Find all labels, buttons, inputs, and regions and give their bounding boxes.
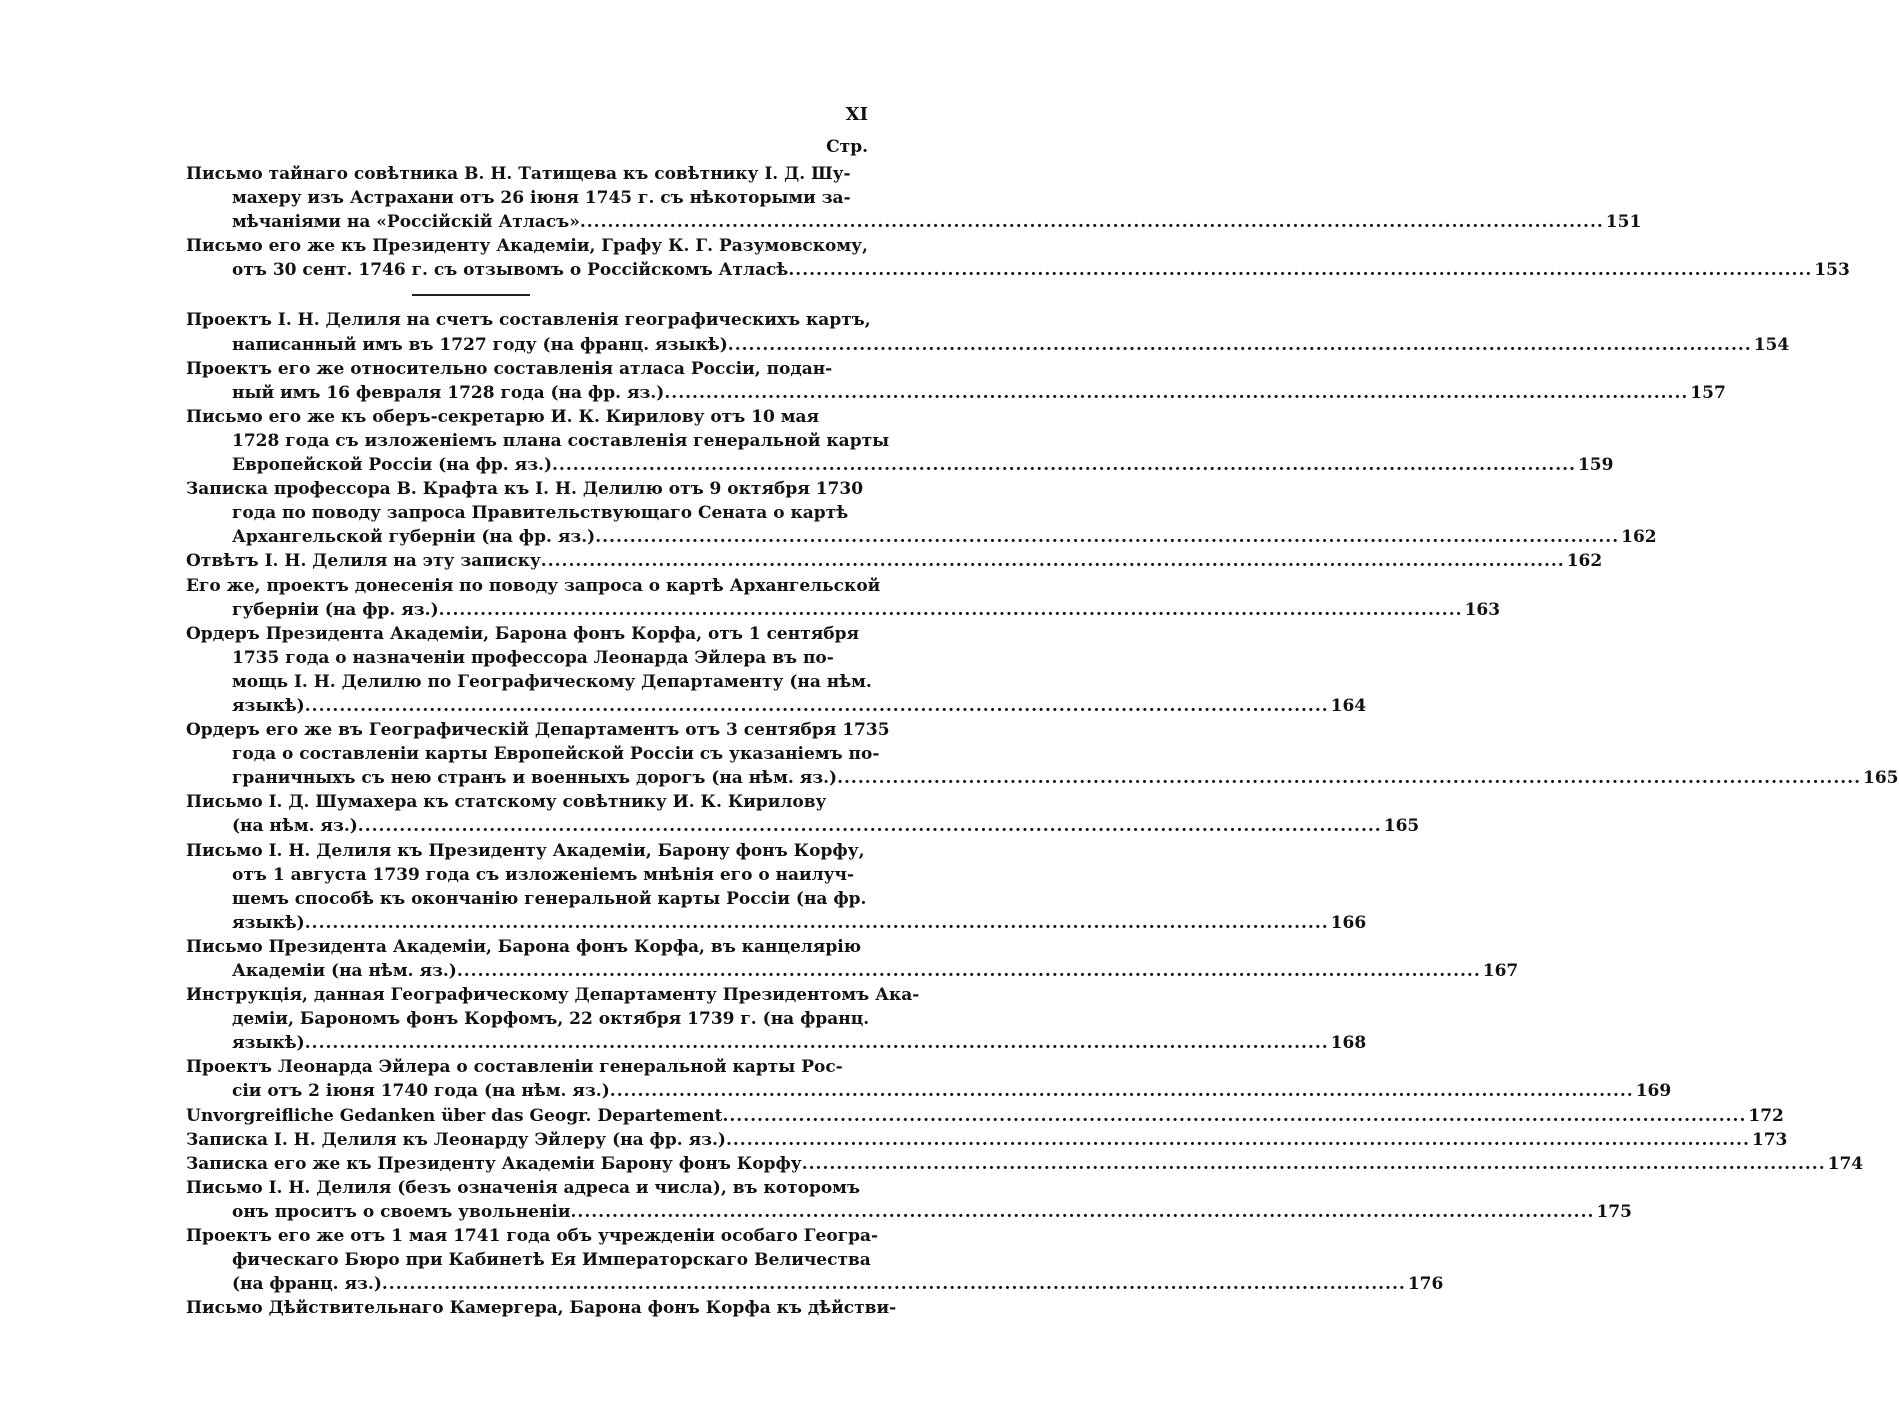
toc-entry-line: Письмо тайнаго совѣтника В. Н. Татищева къ совѣтнику І. Д. Шу- bbox=[186, 164, 851, 184]
toc-entry-line bbox=[186, 1104, 1784, 1128]
toc-entry-text: отъ 30 сент. 1746 г. съ отзывомъ о Россійскомъ Атласѣ bbox=[232, 260, 789, 281]
toc-entry-line: деміи, Барономъ фонъ Корфомъ, 22 октября 1739 г. (на франц. bbox=[232, 1009, 870, 1030]
toc-entry-line: Проектъ его же относительно составленія атласа Россіи, подан- bbox=[186, 358, 833, 379]
toc-entry-line bbox=[186, 381, 1726, 405]
toc-entry-line bbox=[186, 959, 1519, 983]
toc-entry-line: махеру изъ Астрахани отъ 26 іюня 1745 г. съ нѣкоторыми за- bbox=[232, 188, 851, 209]
toc-entry-line bbox=[186, 1152, 1864, 1176]
toc-entry-line: года по поводу запроса Правительствующаго Сената о картѣ bbox=[232, 503, 849, 524]
toc-entry-text: Записка І. Н. Делиля къ Леонарду Эйлеру (на фр. яз.) bbox=[186, 1129, 726, 1150]
toc-page-number: 169 bbox=[1635, 1081, 1672, 1102]
dot-leader bbox=[595, 525, 1619, 549]
toc-entry bbox=[186, 1055, 1672, 1103]
toc-entry-text: Европейской Россіи (на фр. яз.) bbox=[232, 455, 553, 476]
dot-leader bbox=[664, 381, 1688, 405]
toc-entry-line: года о составленіи карты Европейской Россіи съ указаніемъ по- bbox=[232, 744, 880, 765]
toc-entry bbox=[186, 1152, 1864, 1176]
toc-entry bbox=[186, 357, 1726, 405]
toc-entry-line: Проектъ І. Н. Делиля на счетъ составленія географическихъ картъ, bbox=[186, 310, 871, 331]
toc-page-number: 174 bbox=[1827, 1153, 1864, 1174]
dot-leader bbox=[305, 694, 1329, 718]
toc-entry-text: Отвѣтъ І. Н. Делиля на эту записку bbox=[186, 551, 541, 572]
toc-entry bbox=[186, 935, 1519, 983]
toc-entry-line: Письмо его же къ Президенту Академіи, Графу К. Г. Разумовскому, bbox=[186, 236, 868, 257]
toc-page-number: 175 bbox=[1596, 1201, 1632, 1222]
toc-entry-text: языкѣ) bbox=[232, 912, 305, 933]
toc-entry-line bbox=[186, 1272, 1444, 1296]
dot-leader bbox=[541, 549, 1565, 573]
dot-leader bbox=[726, 1128, 1750, 1152]
toc-page-number: 157 bbox=[1690, 382, 1726, 403]
toc-page-number: 153 bbox=[1814, 260, 1850, 281]
toc-entry-line: Его же, проектъ донесенія по поводу запроса о картѣ Архангельской bbox=[186, 575, 881, 596]
toc-page-number: 173 bbox=[1751, 1129, 1788, 1150]
toc-entry-line: отъ 1 августа 1739 года съ изложеніемъ мнѣнія его о наилуч- bbox=[232, 864, 855, 885]
toc-page-number: 168 bbox=[1330, 1033, 1367, 1054]
dot-leader bbox=[837, 766, 1861, 790]
toc-entry-text: языкѣ) bbox=[232, 1033, 305, 1054]
toc-entry-line: Письмо І. Н. Делиля къ Президенту Академіи, Барону фонъ Корфу, bbox=[186, 840, 865, 861]
dot-leader bbox=[305, 911, 1329, 935]
toc-entry-text: языкѣ) bbox=[232, 695, 305, 716]
toc-entry-line bbox=[186, 1200, 1632, 1224]
toc-entry-text: написанный имъ въ 1727 году (на франц. языкѣ) bbox=[232, 334, 728, 355]
toc-page-number: 151 bbox=[1605, 212, 1642, 233]
toc-entry bbox=[186, 477, 1657, 549]
toc-entry-text: (на нѣм. яз.) bbox=[232, 816, 358, 837]
toc-entry-line: Письмо Президента Академіи, Барона фонъ Корфа, въ канцелярію bbox=[186, 936, 862, 957]
toc-entry bbox=[186, 839, 1367, 935]
toc-entry bbox=[186, 1224, 1444, 1296]
toc-entry bbox=[186, 1104, 1784, 1128]
dot-leader bbox=[610, 1079, 1634, 1103]
toc-entry-line: Письмо І. Н. Делиля (безъ означенія адреса и числа), въ которомъ bbox=[186, 1177, 860, 1198]
toc-entry-line bbox=[186, 598, 1501, 622]
section-divider bbox=[186, 282, 868, 308]
toc-entry-line: 1735 года о назначеніи профессора Леонарда Эйлера въ по- bbox=[232, 647, 834, 668]
toc-entry-line: Письмо его же къ оберъ-секретарю И. К. Кирилову отъ 10 мая bbox=[186, 406, 820, 427]
toc-entry-line bbox=[186, 694, 1367, 718]
toc-entry-line: Проектъ Леонарда Эйлера о составленіи генеральной карты Рос- bbox=[186, 1057, 843, 1078]
toc-entry bbox=[186, 622, 1367, 718]
dot-leader bbox=[552, 453, 1576, 477]
toc-entry-line: фическаго Бюро при Кабинетѣ Ея Императорскаго Величества bbox=[232, 1250, 871, 1271]
toc-entry-text: граничныхъ съ нею странъ и военныхъ дорогъ (на нѣм. яз.) bbox=[232, 768, 838, 789]
toc-page-number: 165 bbox=[1383, 816, 1420, 837]
toc-entry bbox=[186, 574, 1501, 622]
toc-entry-line: Записка профессора В. Крафта къ І. Н. Делилю отъ 9 октября 1730 bbox=[186, 479, 864, 500]
toc-entry-line bbox=[186, 766, 1899, 790]
toc-entry-line: Проектъ его же отъ 1 мая 1741 года объ учрежденіи особаго Геогра- bbox=[186, 1226, 879, 1247]
toc-entry bbox=[186, 162, 1642, 234]
toc-entry bbox=[186, 1176, 1632, 1224]
toc-entry bbox=[186, 549, 1603, 573]
dot-leader bbox=[802, 1152, 1826, 1176]
toc-entry-text: (на франц. яз.) bbox=[232, 1274, 382, 1295]
toc-entry bbox=[186, 308, 1790, 356]
toc-entry-line bbox=[186, 549, 1603, 573]
toc-entry-text: мѣчаніями на «Россійскій Атласъ» bbox=[232, 212, 580, 233]
toc-page-number: 159 bbox=[1577, 455, 1614, 476]
toc-page-number: 166 bbox=[1330, 912, 1367, 933]
toc-page-number: 162 bbox=[1566, 551, 1603, 572]
toc-entry-text: Академіи (на нѣм. яз.) bbox=[232, 961, 457, 981]
toc-page-number: 163 bbox=[1464, 599, 1501, 620]
toc-entry-line bbox=[186, 1031, 1367, 1055]
toc-entry bbox=[186, 1296, 897, 1320]
toc-entry-line: Письмо І. Д. Шумахера къ статскому совѣтнику И. К. Кирилову bbox=[186, 792, 827, 813]
dot-leader bbox=[580, 210, 1604, 234]
toc-entry-line: Инструкція, данная Географическому Департаменту Президентомъ Ака- bbox=[186, 985, 920, 1006]
toc-entry bbox=[186, 790, 1420, 838]
toc-entry-text: сіи отъ 2 іюня 1740 года (на нѣм. яз.) bbox=[232, 1081, 610, 1102]
dot-leader bbox=[457, 959, 1481, 983]
toc-entry-text: онъ проситъ о своемъ увольненіи bbox=[232, 1201, 571, 1222]
dot-leader bbox=[788, 258, 1812, 282]
dot-leader bbox=[305, 1031, 1329, 1055]
toc-entry-line bbox=[186, 258, 1850, 282]
toc-page-number: 162 bbox=[1621, 527, 1657, 548]
toc-entry-line bbox=[186, 814, 1420, 838]
toc-entry-text: Архангельской губерніи (на фр. яз.) bbox=[232, 527, 596, 548]
page-number: XI bbox=[845, 104, 868, 125]
table-of-contents bbox=[186, 162, 1899, 1320]
toc-entry-line: Ордеръ Президента Академіи, Барона фонъ Корфа, отъ 1 сентября bbox=[186, 623, 860, 644]
toc-page-number: 176 bbox=[1407, 1274, 1444, 1295]
toc-entry-line bbox=[186, 333, 1790, 357]
toc-entry-line bbox=[186, 911, 1367, 935]
toc-entry-text: губерніи (на фр. яз.) bbox=[232, 599, 439, 620]
toc-entry-line: 1728 года съ изложеніемъ плана составленія генеральной карты bbox=[232, 430, 890, 451]
dot-leader bbox=[728, 333, 1752, 357]
toc-entry-line bbox=[186, 525, 1657, 549]
toc-page-number: 164 bbox=[1330, 695, 1367, 716]
toc-page-number: 167 bbox=[1482, 961, 1519, 981]
toc-entry-text: ный имъ 16 февраля 1728 года (на фр. яз.) bbox=[232, 382, 665, 403]
toc-entry-text: Записка его же къ Президенту Академіи Барону фонъ Корфу bbox=[186, 1153, 802, 1174]
toc-entry-line: мощь І. Н. Делилю по Географическому Департаменту (на нѣм. bbox=[232, 671, 872, 692]
toc-entry bbox=[186, 718, 1899, 790]
toc-page-number: 154 bbox=[1753, 334, 1790, 355]
toc-entry-text: Unvorgreifliche Gedanken über das Geogr. Departement bbox=[186, 1105, 723, 1126]
toc-entry-line bbox=[186, 1128, 1788, 1152]
toc-entry bbox=[186, 405, 1614, 477]
dot-leader bbox=[358, 814, 1382, 838]
toc-entry bbox=[186, 234, 1850, 282]
toc-page-number: 172 bbox=[1748, 1105, 1784, 1126]
toc-entry-line: шемъ способѣ къ окончанію генеральной карты Россіи (на фр. bbox=[232, 888, 867, 909]
dot-leader bbox=[571, 1200, 1595, 1224]
toc-entry-line bbox=[186, 1079, 1672, 1103]
toc-entry-line: Ордеръ его же въ Географическій Департаментъ отъ 3 сентября 1735 bbox=[186, 720, 890, 741]
toc-entry-line bbox=[186, 210, 1642, 234]
toc-entry bbox=[186, 1128, 1788, 1152]
toc-entry-line bbox=[186, 453, 1614, 477]
toc-entry-line: Письмо Дѣйствительнаго Камергера, Барона фонъ Корфа къ дѣйстви- bbox=[186, 1298, 897, 1319]
dot-leader bbox=[722, 1104, 1746, 1128]
toc-entry bbox=[186, 983, 1367, 1055]
page-column-header: Стр. bbox=[826, 137, 868, 157]
toc-page-number: 165 bbox=[1863, 768, 1899, 789]
dot-leader bbox=[382, 1272, 1406, 1296]
dot-leader bbox=[439, 598, 1463, 622]
